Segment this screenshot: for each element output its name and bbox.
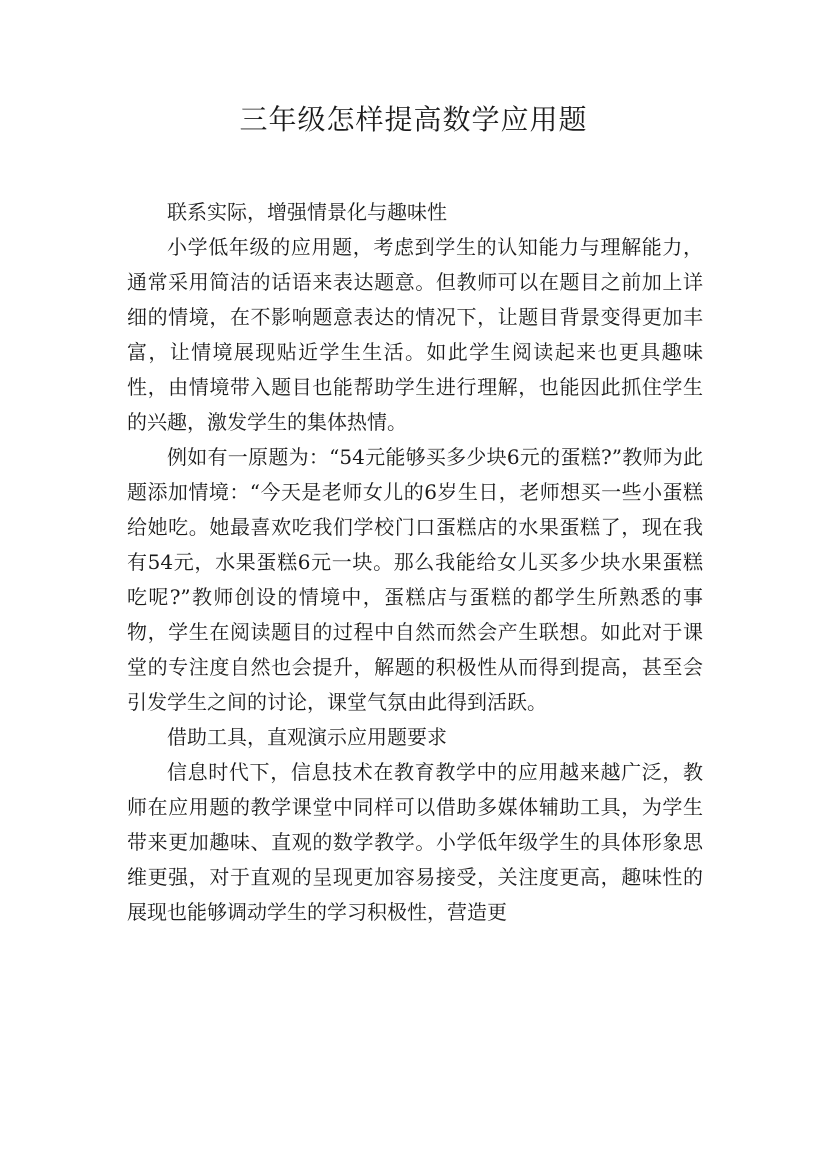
section-heading-2: 借助工具，直观演示应用题要求 [167, 725, 447, 749]
paragraph-1: 小学低年级的应用题，考虑到学生的认知能力与理解能力，通常采用简洁的话语来表达题意。但教师可以在题目之前加上详细的情境，在不影响题意表达的情况下，让题目背景变得更加丰富，让情境展现贴近学生生活。如此学生阅读起来也更具趣味性，由情境带入题目也能帮助学生进行理解，也能因此抓住学生的兴趣，激发学生的集体热情。 [127, 235, 703, 434]
document-body [127, 195, 703, 930]
paragraph-2: 例如有一原题为：“54元能够买多少块6元的蛋糕?”教师为此题添加情境：“今天是老师女儿的6岁生日，老师想买一些小蛋糕给她吃。她最喜欢吃我们学校门口蛋糕店的水果蛋糕了，现在我有54元，水果蛋糕6元一块。那么我能给女儿买多少块水果蛋糕吃呢?”教师创设的情境中，蛋糕店与蛋糕的都学生所熟悉的事物，学生在阅读题目的过程中自然而然会产生联想。如此对于课堂的专注度自然也会提升，解题的积极性从而得到提高，甚至会引发学生之间的讨论，课堂气氛由此得到活跃。 [127, 445, 703, 714]
document-title: 三年级怎样提高数学应用题 [239, 103, 588, 136]
section-heading-1: 联系实际，增强情景化与趣味性 [167, 200, 447, 224]
paragraph-3: 信息时代下，信息技术在教育教学中的应用越来越广泛，教师在应用题的教学课堂中同样可以借助多媒体辅助工具，为学生带来更加趣味、直观的数学教学。小学低年级学生的具体形象思维更强，对于直观的呈现更加容易接受，关注度更高，趣味性的展现也能够调动学生的学习积极性，营造更 [127, 760, 703, 924]
